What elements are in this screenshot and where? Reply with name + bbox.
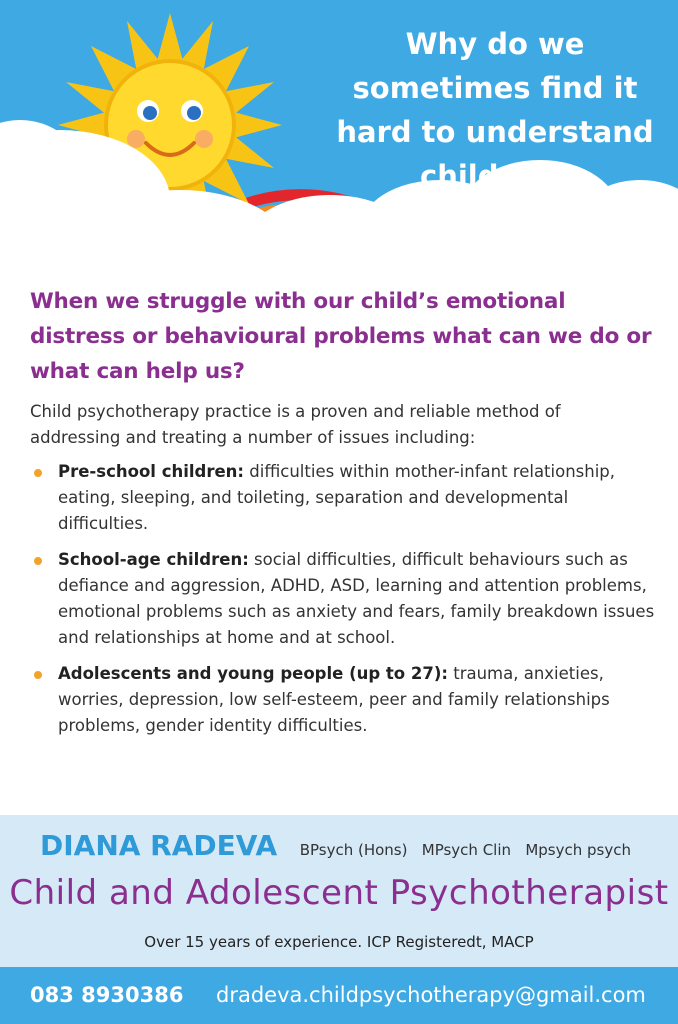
- item-title: School-age children:: [58, 550, 249, 569]
- headline: [330, 22, 660, 198]
- experience-line: Over 15 years of experience. ICP Registeredt, MACP: [144, 933, 534, 951]
- list-item: [30, 661, 655, 739]
- item-title: Pre-school children:: [58, 462, 245, 481]
- profile-footer: [0, 815, 678, 967]
- item-title: Adolescents and young people (up to 27):: [58, 664, 448, 683]
- headline-line: Why do we: [405, 27, 585, 61]
- list-item: [30, 547, 655, 651]
- list-item: [30, 459, 655, 537]
- main-content: [30, 284, 655, 749]
- therapist-name: DIANA RADEVA: [40, 829, 278, 862]
- item-text: social difficulties, difficult behaviours such as defiance and aggression, ADHD, ASD, learning and attention problems, emotional problems such as anxiety and fears, family breakdown issues and relationships at home and at school.: [58, 550, 655, 647]
- headline-line: children?: [420, 159, 570, 193]
- item-text: trauma, anxieties, worries, depression, low self-esteem, peer and family relationships problems, gender identity difficulties.: [58, 664, 610, 735]
- headline-line: hard to understand: [336, 115, 654, 149]
- email-address[interactable]: dradeva.childpsychotherapy@gmail.com: [216, 983, 646, 1007]
- bullet-icon: [34, 469, 42, 477]
- name-row: [40, 829, 660, 862]
- issues-list: [30, 459, 655, 739]
- role-title: Child and Adolescent Psychotherapist: [9, 873, 669, 913]
- bullet-icon: [34, 557, 42, 565]
- bullet-icon: [34, 671, 42, 679]
- question-heading: When we struggle with our child’s emotional distress or behavioural problems what can we do or what can help us?: [30, 289, 652, 384]
- item-text: difficulties within mother-infant relationship, eating, sleeping, and toileting, separation and developmental difficulties.: [58, 462, 616, 533]
- intro-paragraph: Child psychotherapy practice is a proven and reliable method of addressing and treating a number of issues including:: [30, 402, 561, 447]
- sky-banner: [0, 0, 678, 300]
- phone-number[interactable]: 083 8930386: [30, 983, 184, 1007]
- qualifications: BPsych (Hons) MPsych Clin Mpsych psych: [299, 841, 631, 859]
- contact-bar: [0, 967, 678, 1024]
- headline-line: sometimes find it: [352, 71, 638, 105]
